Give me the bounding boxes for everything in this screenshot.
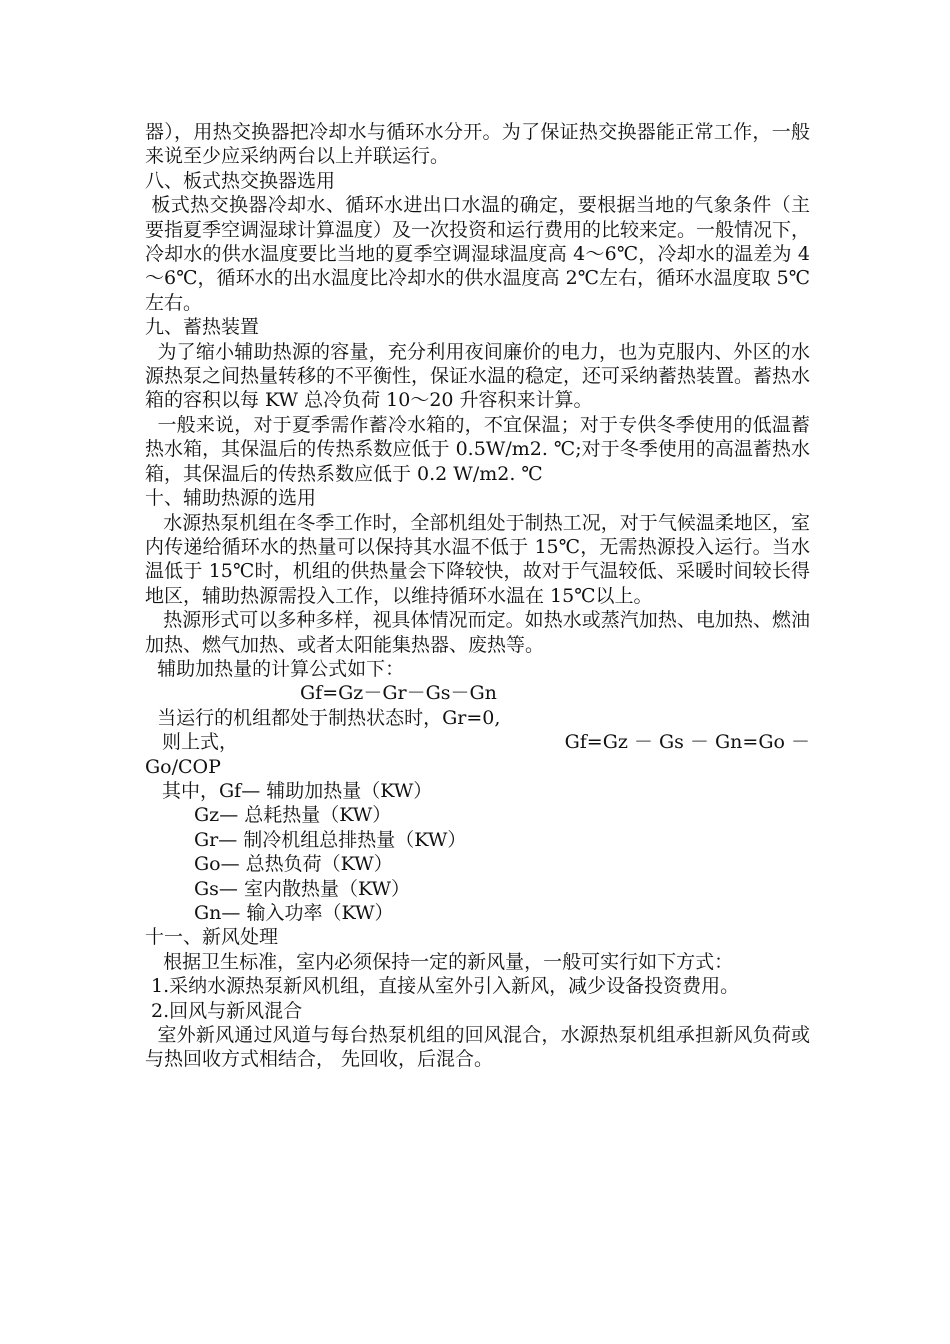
document-page [145,120,810,1072]
section-10-paragraph-1: 水源热泵机组在冬季工作时，全部机组处于制热工况，对于气候温柔地区，室内传递给循环水的热量可以保持其水温不低于 15℃，无需热源投入运行。当水温低于 15℃时，机组的供热量会下降较快，故对于气温较低、采暖时间较长得地区，辅助热源需投入工作，以维持循环水温在 15℃以上。 [145,511,810,607]
section-9-paragraph-1: 为了缩小辅助热源的容量，充分利用夜间廉价的电力，也为克服内、外区的水源热泵之间热量转移的不平衡性，保证水温的稳定，还可采纳蓄热装置。蓄热水箱的容积以每 KW 总冷负荷 10～20 升容积来计算。 [145,340,811,412]
section-9-paragraph-2: 一般来说，对于夏季需作蓄冷水箱的，不宜保温；对于专供冬季使用的低温蓄热水箱，其保温后的传热系数应低于 0.5W/m2. ℃;对于冬季使用的高温蓄热水箱，其保温后的传热系数应低于 0.2 W/m2. ℃ [145,413,810,485]
section-11-title: 十一、新风处理 [145,926,279,949]
formula-then-continuation: Go/COP [145,755,221,778]
formula-then-label: 则上式， [162,731,239,754]
section-10-title: 十、辅助热源的选用 [145,487,317,510]
section-11-paragraph-2: 室外新风通过风道与每台热泵机组的回风混合，水源热泵机组承担新风负荷或与热回收方式相结合， 先回收，后混合。 [145,1024,810,1071]
section-11-item-2: 2.回风与新风混合 [145,999,303,1022]
formula-then-row [145,730,810,754]
definition-gs: Gs— 室内散热量（KW） [194,877,411,900]
section-8-title: 八、板式热交换器选用 [145,169,336,192]
section-11-item-1: 1.采纳水源热泵新风机组，直接从室外引入新风，减少设备投资费用。 [145,975,740,998]
definition-go: Go— 总热负荷（KW） [194,853,393,876]
definition-gf: 其中，Gf— 辅助加热量（KW） [162,779,433,802]
section-8-paragraph: 板式热交换器冷却水、循环水进出口水温的确定，要根据当地的气象条件（主要指夏季空调湿球计算温度）及一次投资和运行费用的比较来定。一般情况下，冷却水的供水温度要比当地的夏季空调湿球温度高 4～6℃，冷却水的温差为 4～6℃，循环水的出水温度比冷却水的供水温度高 2℃左右，循环水温度取 5℃左右。 [145,194,811,314]
section-10-paragraph-2: 热源形式可以多种多样，视具体情况而定。如热水或蒸汽加热、电加热、燃油加热、燃气加热、或者太阳能集热器、废热等。 [145,609,810,656]
definition-gr: Gr— 制冷机组总排热量（KW） [194,828,467,851]
formula-then-expression: Gf=Gz － Gs － Gn=Go － [564,731,810,754]
formula-gf: Gf=Gz－Gr－Gs－Gn [300,682,497,705]
section-9-title: 九、蓄热装置 [145,316,260,339]
formula-condition: 当运行的机组都处于制热状态时，Gr=0, [145,706,501,729]
formula-intro: 辅助加热量的计算公式如下： [145,657,405,680]
section-11-paragraph-1: 根据卫生标准，室内必须保持一定的新风量，一般可实行如下方式： [145,950,734,973]
definition-gn: Gn— 输入功率（KW） [194,902,394,924]
paragraph-intro: 器），用热交换器把冷却水与循环水分开。为了保证热交换器能正常工作，一般来说至少应采纳两台以上并联运行。 [145,121,810,168]
definition-gz: Gz— 总耗热量（KW） [194,804,392,827]
